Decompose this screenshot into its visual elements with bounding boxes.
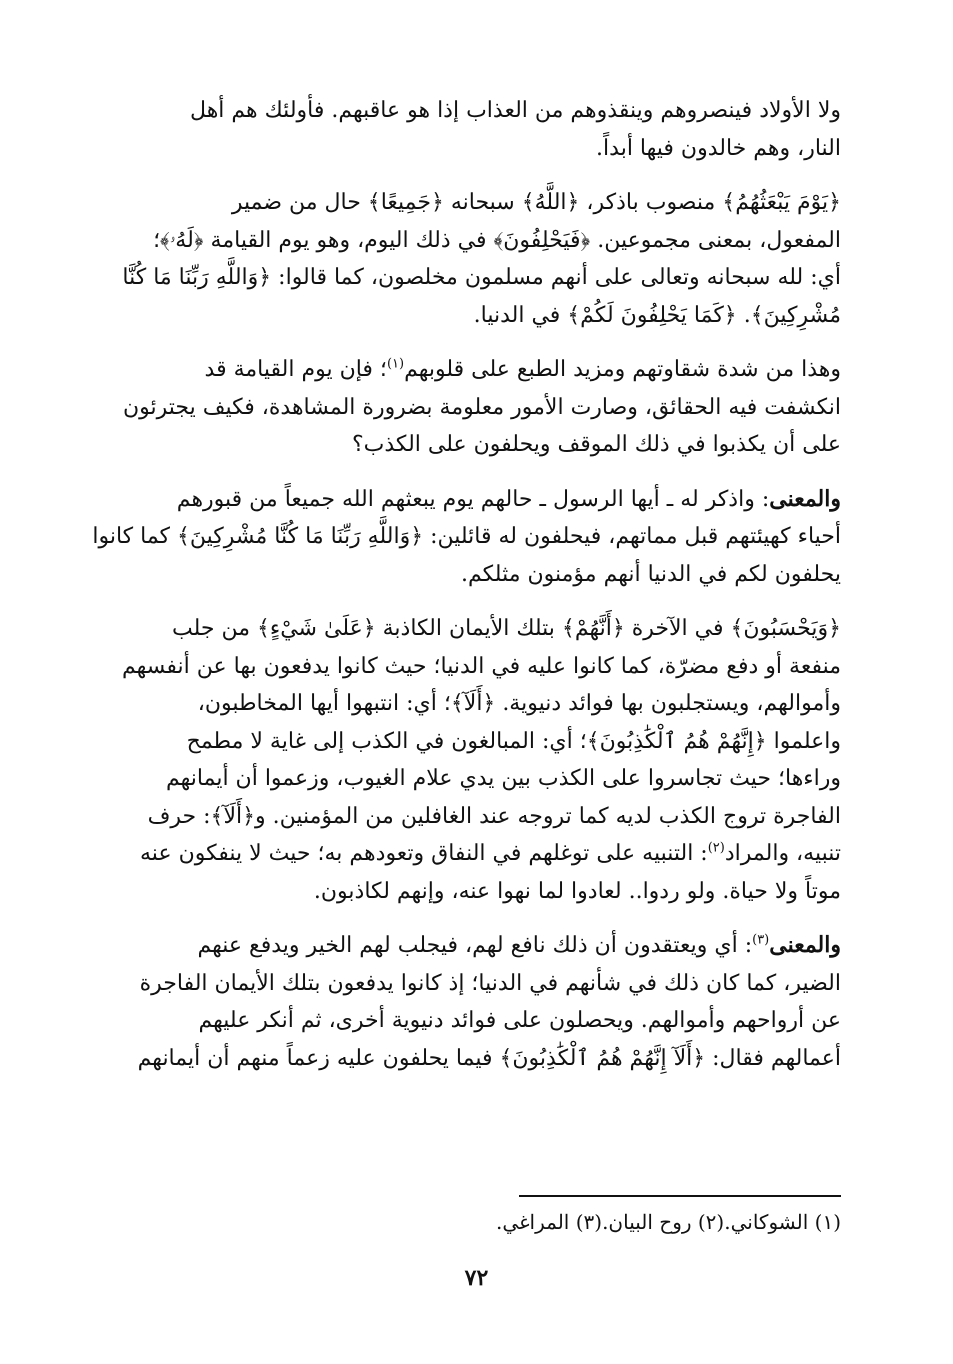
text-line: ﴿يَوْمَ يَبْعَثُهُمُ﴾ منصوب باذكر، ﴿اللَّهُ﴾ سبحانه ﴿جَمِيعًا﴾ حال من ضمير [231, 190, 841, 215]
text-span: : واذكر له ـ أيها الرسول ـ حالهم يوم يبعثهم الله جميعاً من قبورهم [176, 486, 770, 512]
text-line: موتاً ولا حياة. ولو ردوا.. لعادوا لما نهوا عنه، وإنهم لكاذبون. [313, 878, 841, 904]
footnote-item: (٣) المراغي. [496, 1210, 603, 1234]
lead-word: والمعنى [769, 932, 841, 958]
paragraph-2 [76, 184, 841, 334]
text-line: على أن يكذبوا في ذلك الموقف ويحلفون على الكذب؟ [352, 432, 841, 457]
main-text [76, 92, 841, 1077]
footnote-divider [519, 1195, 841, 1197]
footnote-ref: (٣) [752, 932, 770, 948]
text-line: المفعول، بمعنى مجموعين. ﴿فَيَحْلِفُونَ﴾ في ذلك اليوم، وهو يوم القيامة ﴿لَهُۥ﴾؛ [153, 227, 841, 253]
text-line: منفعة أو دفع مضرّة، كما كانوا عليه في الدنيا؛ حيث كانوا يدفعون بها عن أنفسهم [122, 653, 841, 679]
text-line: ولا الأولاد فينصروهم وينقذوهم من العذاب إذا هو عاقبهم. فأولئك هم أهل [190, 98, 841, 123]
text-line: عن أرواحهم وأموالهم. ويحصلون على فوائد دنيوية أخرى، ثم أنكر عليهم [198, 1008, 841, 1033]
text-line: وأموالهم، ويستجلبون بها فوائد دنيوية. ﴿أَلَآ﴾؛ أي: انتبهوا أيها المخاطبون، [197, 691, 841, 716]
footnotes [496, 1210, 841, 1234]
paragraph-4 [76, 481, 841, 594]
text-line: ﴿وَيَحْسَبُونَ﴾ في الآخرة ﴿أَنَّهُمْ﴾ بتلك الأيمان الكاذبة ﴿عَلَىٰ شَيْءٍ﴾ من جلب [171, 616, 841, 641]
text-line: الفاجرة تروج الكذب لديه كما تروجه عند الغافلين من المؤمنين. و﴿أَلَآ﴾: حرف [147, 803, 841, 829]
text-span: ؛ فإن يوم القيامة قد [204, 357, 387, 382]
text-line [76, 835, 841, 873]
text-line [76, 481, 841, 519]
text-line: انكشفت فيه الحقائق، وصارت الأمور معلومة بضرورة المشاهدة، فكيف يجترئون [122, 394, 841, 420]
text-line: أعمالهم فقال: ﴿أَلَآ إِنَّهُمْ هُمُ ٱلْكَٰذِبُونَ﴾ فيما يحلفون عليه زعماً منهم أن أيمانهم [137, 1045, 841, 1071]
text-span: : أي ويعتقدون أن ذلك نافع لهم، فيجلب لهم الخير ويدفع عنهم [197, 933, 753, 958]
footnote-item: (١) الشوكاني. [724, 1210, 841, 1234]
text-span: تنبيه، والمراد [724, 841, 841, 866]
footnote-item: (٢) روح البيان. [602, 1210, 725, 1234]
text-line: النار، وهم خالدون فيها أبداً. [596, 135, 841, 161]
paragraph-5 [76, 610, 841, 910]
footnote-ref: (٢) [707, 840, 725, 856]
page-number: ٧٢ [464, 1265, 489, 1291]
text-line: يحلفون لكم في الدنيا أنهم مؤمنون مثلكم. [461, 561, 841, 587]
paragraph-6 [76, 927, 841, 1077]
lead-word: والمعنى [769, 485, 841, 512]
footnote-ref: (١) [386, 356, 405, 372]
paragraph-3 [76, 351, 841, 464]
text-line: أحياء كهيئتهم قبل مماتهم، فيحلفون له قائلين: ﴿وَاللَّهِ رَبِّنَا مَا كُنَّا مُشْرِكِينَ﴾ كما كانوا [92, 524, 841, 549]
text-span: وهذا من شدة شقاوتهم ومزيد الطبع على قلوبهم [404, 357, 841, 382]
text-line: واعلموا ﴿إِنَّهُمْ هُمُ ٱلْكَٰذِبُونَ﴾؛ أي: المبالغون في الكذب إلى غاية لا مطمح [186, 728, 841, 754]
text-span: : التنبيه على توغلهم في النفاق وتعودهم به؛ حيث لا ينفكون عنه [140, 841, 708, 866]
text-line: الضير، كما كان ذلك في شأنهم في الدنيا؛ إذ كانوا يدفعون بتلك الأيمان الفاجرة [139, 970, 841, 996]
text-line: أي: لله سبحانه وتعالى على أنهم مسلمون مخلصون، كما قالوا: ﴿وَاللَّهِ رَبِّنَا مَا كُنَّا [122, 265, 841, 290]
text-line: وراءها؛ حيث تجاسروا على الكذب بين يدي علام الغيوب، وزعموا أن أيمانهم [166, 766, 841, 791]
text-line [76, 351, 841, 389]
text-line: مُشْرِكِينَ﴾. ﴿كَمَا يَحْلِفُونَ لَكُمْ﴾ في الدنيا. [473, 302, 841, 328]
paragraph-1 [76, 92, 841, 167]
text-line [76, 927, 841, 965]
